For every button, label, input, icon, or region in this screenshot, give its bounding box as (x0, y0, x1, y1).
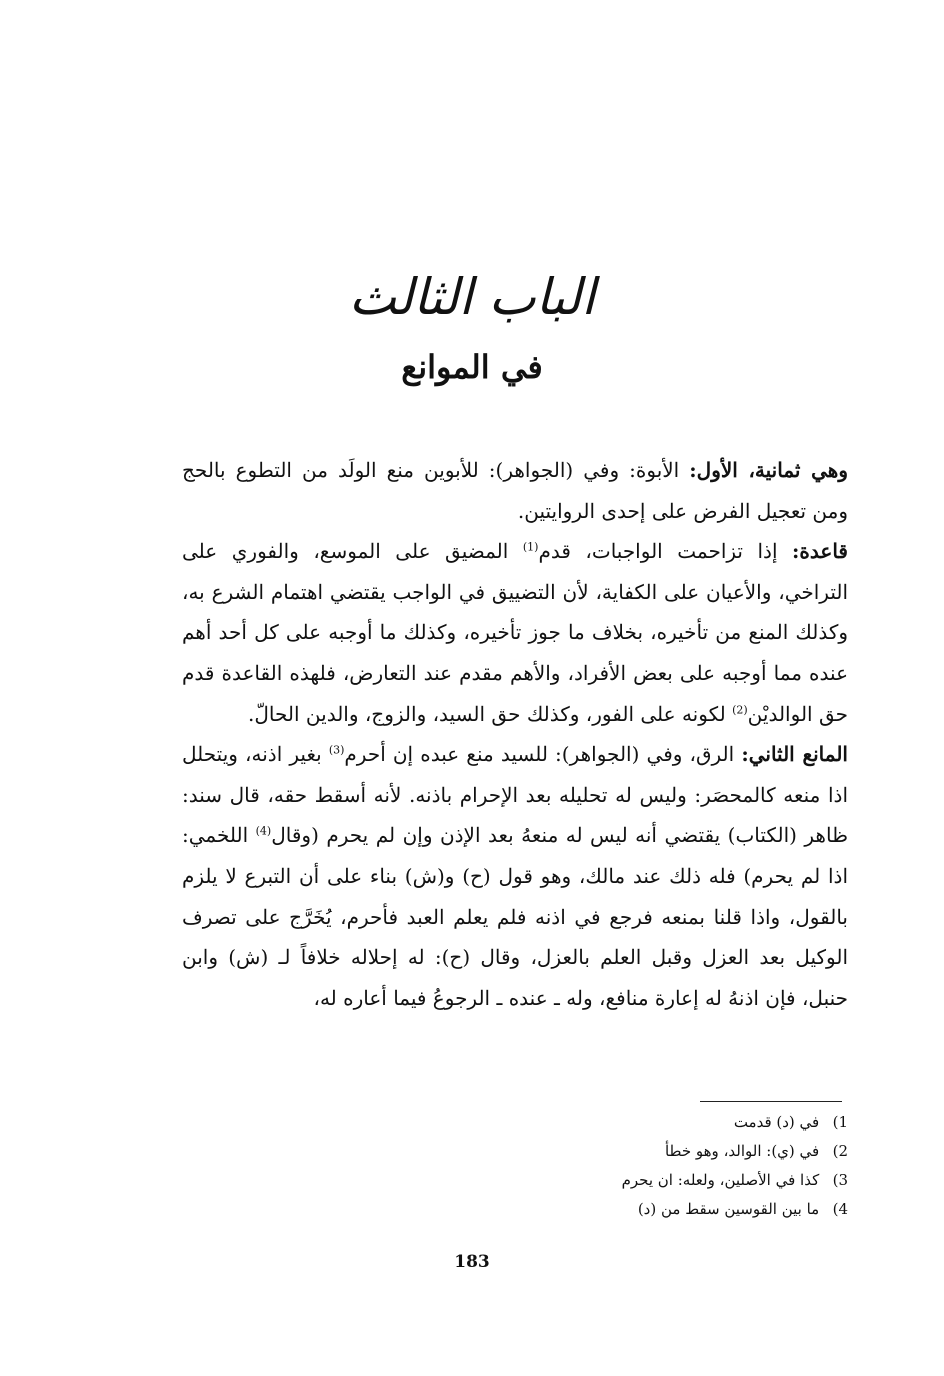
paragraph-text: المضيق على الموسع، والفوري على التراخي، والأعيان على الكفاية، لأن التضييق في الواجب يقتضي اهتمام الشرع به، وكذلك المنع من تأخيره، بخلاف ما جوز تأخيره، وكذلك ما أوجبه على كل أحد أهم عنده مما أوجبه على بعض الأفراد، والأهم مقدم عند التعارض، فلهذه القاعدة قدم حق الوالديْن (182, 539, 848, 726)
paragraph-lead: وهي ثمانية، الأول: (689, 458, 848, 482)
footnote-item (520, 1137, 848, 1166)
paragraph-text: الرق، وفي (الجواهر): للسيد منع عبده إن أحرم (344, 742, 742, 767)
footnote-number: 3) (832, 1171, 848, 1189)
footnote-text: ما بين القوسين سقط من (د) (637, 1200, 820, 1218)
paragraph-text: لكونه على الفور، وكذلك حق السيد، والزوج، والدين الحالّ. (248, 701, 733, 726)
footnote-number: 4) (832, 1200, 848, 1218)
footnote-text: في (ي): الوالد، وهو خطأ (664, 1142, 820, 1160)
paragraph-text: بغير اذنه، ويتحلل اذا منعه كالمحصَر: وليس له تحليله بعد الإحرام باذنه. لأنه أسقط حقه، قال سند: ظاهر (الكتاب) يقتضي أنه ليس له منعهُ بعد الإذن وإن لم يحرم (وقال (182, 742, 848, 848)
footnote-ref[interactable]: (2) (732, 702, 748, 716)
paragraph-3 (182, 734, 848, 1018)
footnote-item (520, 1195, 848, 1224)
paragraph-1 (182, 450, 848, 531)
footnote-divider (700, 1101, 842, 1102)
footnote-number: 1) (832, 1113, 848, 1131)
footnotes-list (520, 1108, 848, 1224)
paragraph-lead: قاعدة: (792, 539, 848, 564)
footnote-number: 2) (832, 1142, 848, 1160)
footnote-ref[interactable]: (1) (522, 540, 539, 554)
footnote-text: كذا في الأصلين، ولعله: ان يحرم (621, 1171, 820, 1189)
chapter-subtitle: في الموانع (401, 348, 543, 386)
footnote-item (520, 1108, 848, 1137)
paragraph-text: اللخمي: اذا لم يحرم) فله ذلك عند مالك، وهو قول (ح) و(ش) بناء على أن التبرع لا يلزم بالقول، واذا قلنا بمنعه فرجع في اذنه فلم يعلم العبد فأحرم، يُخَرَّج على تصرف الوكيل بعد العزل وقبل العلم بالعزل، وقال (ح): له إحلاله خلافاً لـ (ش) وابن حنبل، فإن اذنهُ له إعارة منافع، وله ـ عنده ـ الرجوعُ فيما أعاره له، (182, 823, 848, 1010)
footnote-item (520, 1166, 848, 1195)
footnote-ref[interactable]: (3) (328, 743, 345, 757)
paragraph-text: الأبوة: وفي (الجواهر): للأبوين منع الولَد من التطوع بالحج ومن تعجيل الفرض على إحدى الروايتين. (182, 458, 848, 523)
page-number: 183 (454, 1252, 490, 1272)
paragraph-text: إذا تزاحمت الواجبات، قدم (538, 539, 793, 564)
footnote-ref[interactable]: (4) (255, 824, 272, 838)
body-text (182, 450, 848, 1018)
footnote-text: في (د) قدمت (733, 1113, 820, 1131)
paragraph-lead: المانع الثاني: (741, 742, 848, 767)
chapter-title: الباب الثالث (348, 268, 596, 326)
paragraph-2 (182, 531, 848, 734)
